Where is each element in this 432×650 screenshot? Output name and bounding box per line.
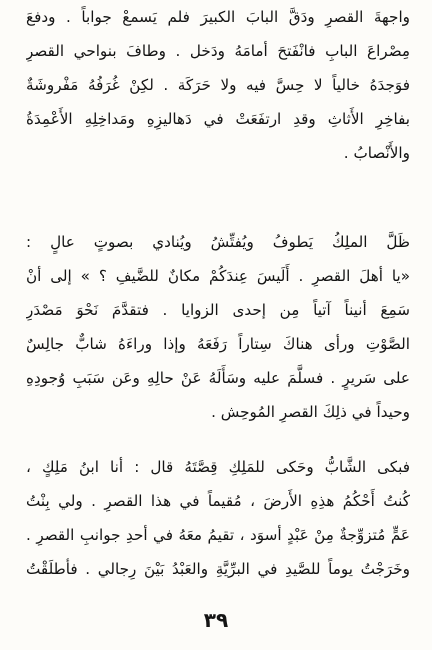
text-line: سَمِعَ أنيناً آتياً مِن إحدى الزوايا . فتقدَّمَ نَحْوَ مَصْدَرِ	[26, 301, 410, 319]
text-line: على سَريرٍ . فسلَّمَ عليه وسَأَلَهُ عَنْ حالِهِ وعَن سَبَبِ وُجودِهِ	[26, 369, 410, 387]
text-line: بفاخِرِ الأَثاثِ وقدِ ارتفَعَتْ في دَهاليزِهِ ومَداخِلِهِ الأَعْمِدَةُ	[26, 110, 410, 128]
text-line: واجهةَ القصرِ ودَقَّ البابَ الكبيرَ فلم يَسمعْ جواباً . ودفعَ	[26, 8, 410, 26]
paragraph-2	[26, 225, 410, 429]
text-line: عَمٍّ مُتزوِّجةٌ مِنْ عَبْدٍ أسوَد ، تقيمُ معَهُ في أحدِ جوانبِ القصرِ .	[26, 526, 410, 544]
text-line: وحيداً في ذلِكَ القصرِ المُوحِش .	[211, 403, 410, 421]
text-line: الصَّوْتِ ورأى هناكَ سِتاراً رَفَعَهُ وإذا وراءَهُ شابٌّ جالِسٌ	[26, 335, 410, 353]
text-line: فبكى الشَّابُّ وحَكى للمَلِكِ قِصَّتَهُ قال : أنا ابنُ مَلِكٍ ،	[26, 458, 410, 476]
paragraph-1	[26, 0, 410, 170]
text-line: والأَنْصابُ .	[343, 144, 410, 162]
page-number: ٣٩	[203, 608, 229, 632]
paragraph-3	[26, 450, 410, 586]
text-line: مِصْراعَ البابِ فانْفَتحَ أمامَهُ ودَخل . وطافَ بنواحي القصرِ	[26, 42, 410, 60]
text-line: «يا أهلَ القصرِ . أَلَيسَ عِندَكُمْ مكانٌ للضَّيفِ ؟ » إلى أنْ	[26, 267, 410, 285]
text-line: وخَرَجْتُ يوماً للصَّيدِ في البرِّيَّةِ والعَبْدُ بَيْنَ رِجالي . فأطلَقْتُ	[26, 560, 410, 578]
text-line: فوَجدَهُ خالياً لا حِسَّ فيه ولا حَرَكَة . لكِنْ غُرَفُهُ مَفْروشَةٌ	[26, 76, 410, 94]
text-line: ظَلَّ الملِكُ يَطوفُ ويُفتِّشُ ويُنادي بصوتٍ عالٍ :	[26, 233, 410, 251]
text-line: كُنتُ أَحْكُمُ هذِهِ الأَرضَ ، مُقيماً في هذا القصرِ . ولي بِنْتُ	[26, 492, 410, 510]
